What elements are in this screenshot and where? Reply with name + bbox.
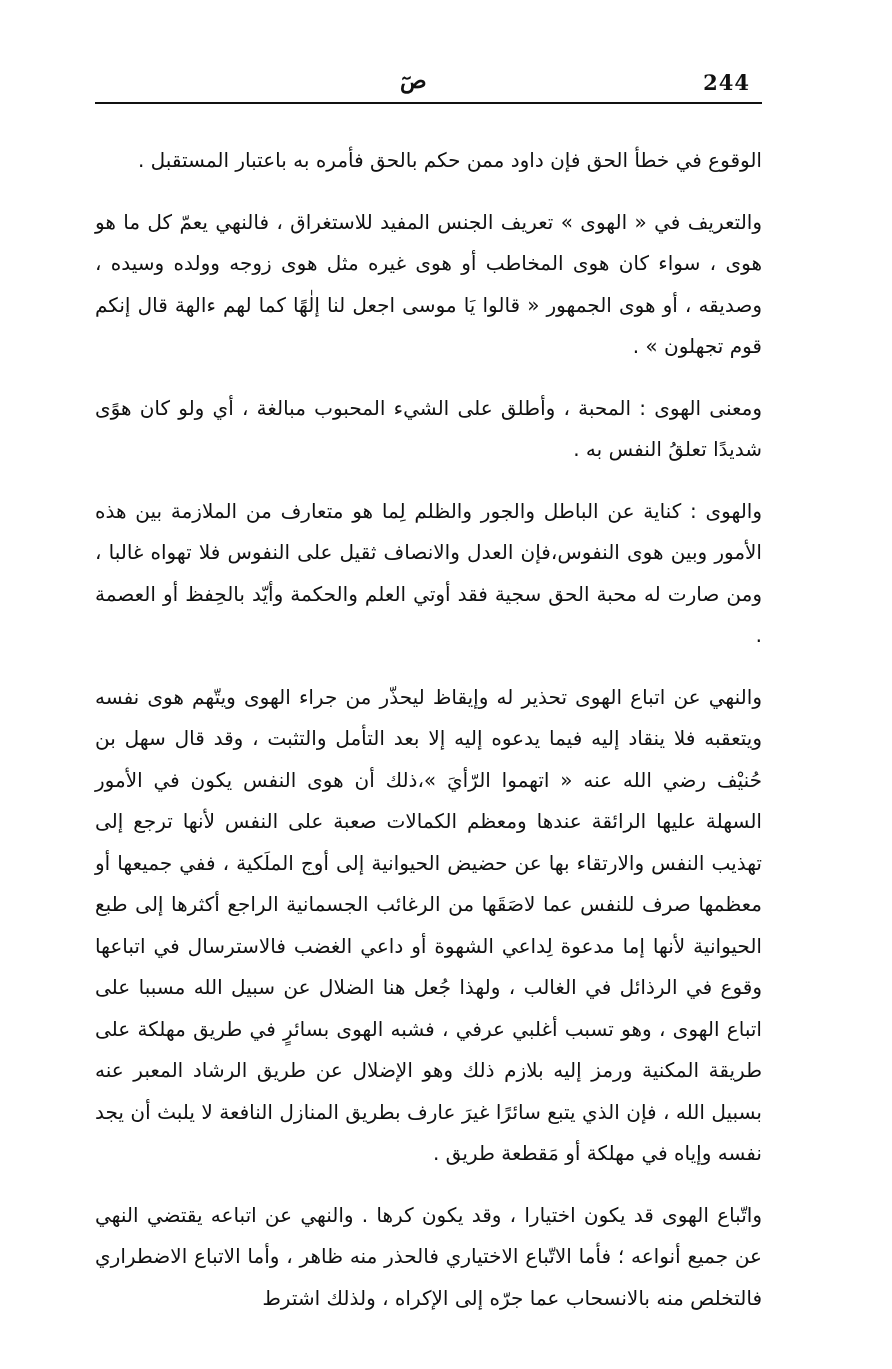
paragraph: والنهي عن اتباع الهوى تحذير له وإيقاظ ليحذّر من جراء الهوى ويتّهم هوى نفسه ويتعقبه فلا ينقاد إليه فيما يدعوه إليه إلا بعد التأمل والتثبت ، وقد قال سهل بن حُنيْف رضي الله عنه « اتهموا الرّأيَ »،ذلك أن هوى النفس يكون في الأمور السهلة عليها الرائقة عندها ومعظم الكمالات صعبة على النفس لأنها ترجع إلى تهذيب النفس والارتقاء بها عن حضيض الحيوانية إلى أوج الملَكية ، ففي جميعها أو معظمها صرف للنفس عما لاصَقَها من الرغائب الجسمانية الراجع أكثرها إلى طبع الحيوانية لأنها إما مدعوة لِداعي الشهوة أو داعي الغضب فالاسترسال في اتباعها وقوع في الرذائل في الغالب ، ولهذا جُعل هنا الضلال عن سبيل الله مسببا على اتباع الهوى ، وهو تسبب أغلبي عرفي ، فشبه الهوى بسائرٍ في طريق مهلكة على طريقة المكنية ورمز إليه بلازم ذلك وهو الإضلال عن طريق الرشاد المعبر عنه بسبيل الله ، فإن الذي يتبع سائرًا غيرَ عارف بطريق المنازل النافعة لا يلبث أن يجد نفسه وإياه في مهلكة أو مَقطعة طريق .	[95, 684, 762, 1165]
paragraph: ومعنى الهوى : المحبة ، وأطلق على الشيء المحبوب مبالغة ، أي ولو كان هوًى شديدًا تعلقُ النفس به .	[95, 395, 762, 461]
header-rule	[95, 102, 762, 104]
page-number: 244	[703, 70, 750, 95]
paragraph: واتّباع الهوى قد يكون اختيارا ، وقد يكون كرها . والنهي عن اتباعه يقتضي النهي عن جميع أنواعه ؛ فأما الاتّباع الاختياري فالحذر منه ظاهر ، وأما الاتباع الاضطراري فالتخلص منه بالانسحاب عما جرّه إلى الإكراه ، ولذلك اشترط	[95, 1202, 762, 1310]
paragraph: الوقوع في خطأ الحق فإن داود ممن حكم بالحق فأمره به باعتبار المستقبل .	[137, 148, 762, 172]
paragraph: والهوى : كناية عن الباطل والجور والظلم لِما هو متعارف من الملازمة بين هذه الأمور وبين هوى النفوس،فإن العدل والانصاف ثقيل على النفوس فلا تهواه غالبا ، ومن صارت له محبة الحق سجية فقد أوتي العلم والحكمة وأيّد بالحِفظ أو العصمة .	[95, 498, 762, 647]
body-text	[95, 140, 762, 1339]
page-header	[95, 68, 762, 100]
paragraph: والتعريف في « الهوى » تعريف الجنس المفيد للاستغراق ، فالنهي يعمّ كل ما هو هوى ، سواء كان هوى المخاطب أو هوى غيره مثل هوى زوجه وولده وسيده ، وصديقه ، أو هوى الجمهور « قالوا يَا موسى اجعل لنا إلٰهًا كما لهم ءالهة قال إنكم قوم تجهلون » .	[95, 209, 762, 358]
running-title: صٓ	[400, 68, 427, 94]
